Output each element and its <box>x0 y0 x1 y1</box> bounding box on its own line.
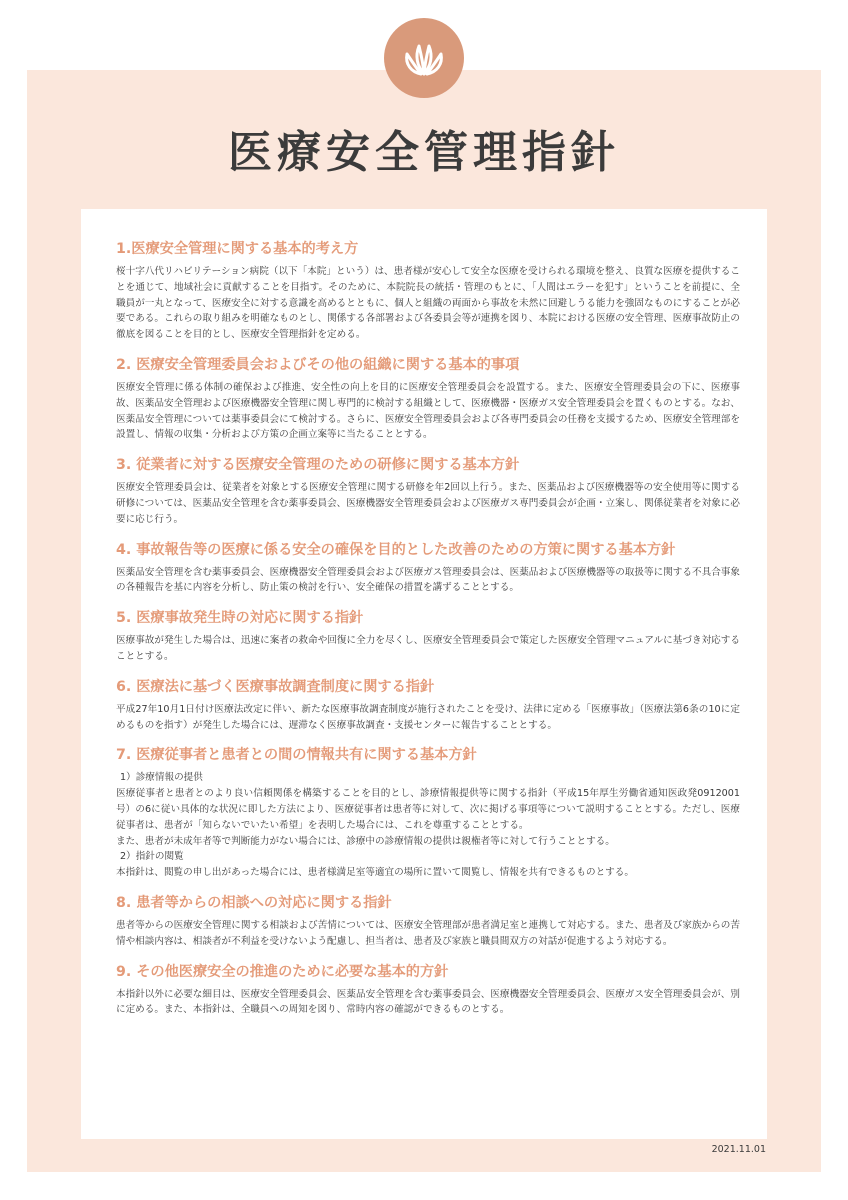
lotus-flower-icon <box>399 36 449 80</box>
section-body: 医薬品安全管理を含む薬事委員会、医療機器安全管理委員会および医療ガス管理委員会は、医薬品および医療機器等の取扱等に関する不具合事象の各種報告を基に内容を分析し、防止策の検討を行い、安全確保の措置を講ずることとする。 <box>116 566 740 594</box>
section-heading: 5. 医療事故発生時の対応に関する指針 <box>116 610 364 627</box>
section-heading: 4. 事故報告等の医療に係る安全の確保を目的とした改善のための方策に関する基本方針 <box>116 541 676 558</box>
section-body: 医療事故が発生した場合は、迅速に案者の救命や回復に全力を尽くし、医療安全管理委員会で策定した医療安全管理マニュアルに基づき対応することとする。 <box>116 635 740 662</box>
section-body: 医療安全管理に係る体制の確保および推進、安全性の向上を目的に医療安全管理委員会を設置する。また、医療安全管理委員会の下に、医療事故、医薬品安全管理および医療機器安全管理に関し専門的に検討する組織として、医療機器・医療ガス安全管理委員会を置くものとする。なお、医薬品安全管理については薬事委員会にて検討する。さらに、医療安全管理委員会および各専門委員会の任務を支援するため、医療安全管理部を設置し、情報の収集・分析および方策の企画立案等に当たることとする。 <box>116 381 740 441</box>
section-body: 桜十字八代リハビリテーション病院（以下「本院」という）は、患者様が安心して安全な医療を受けられる環境を整え、良質な医療を提供することを通じて、地域社会に貢献することを目指す。そのために、本院院長の統括・管理のもとに、「人間はエラーを犯す」ということを前提に、全職員が一丸となって、医療安全に対する意識を高めるとともに、個人と組織の両面から事故を未然に回避しうる能力を強固なものにすることが必要である。これらの取り組みを明確なものとし、関係する各部署および各委員会等が連携を図り、本院における医療の安全管理、医療事故防止の徹底を図ることを目的とし、医療安全管理指針を定める。 <box>116 266 740 341</box>
section-3 <box>116 455 740 527</box>
section-6 <box>116 677 740 734</box>
issue-date: 2021.11.01 <box>711 1144 766 1155</box>
section-5 <box>116 608 740 665</box>
section-body: 医療安全管理委員会は、従業者を対象とする医療安全管理に関する研修を年2回以上行う。また、医薬品および医療機器等の安全使用等に関する研修については、医薬品安全管理を含む薬事委員会、医療機器安全管理委員会および医療ガス専門委員会が企画・立案し、関係従業者を対象に必要に応じ行う。 <box>116 482 740 525</box>
section-body: 本指針は、閲覧の申し出があった場合には、患者様満足室等適宜の場所に置いて閲覧し、情報を共有できるものとする。 <box>116 867 634 879</box>
section-body: 患者等からの医療安全管理に関する相談および苦情については、医療安全管理部が患者満足室と連携して対応する。また、患者及び家族からの苦情や相談内容は、相談者が不利益を受けないよう配慮し、担当者は、患者及び家族と職員間双方の対話が促進するよう対応する。 <box>116 919 740 947</box>
section-heading: 7. 医療従事者と患者との間の情報共有に関する基本方針 <box>116 747 477 764</box>
content <box>116 239 740 1030</box>
section-heading: 1.医療安全管理に関する基本的考え方 <box>116 241 359 257</box>
section-9 <box>116 962 740 1019</box>
section-1 <box>116 239 740 343</box>
subsection-title: 1）診療情報の提供 <box>120 772 203 784</box>
section-heading: 3. 従業者に対する医療安全管理のための研修に関する基本方針 <box>116 457 520 474</box>
section-heading: 9. その他医療安全の推進のために必要な基本的方針 <box>116 963 449 980</box>
page-title: 医療安全管理指針 <box>228 127 620 178</box>
section-body: 医療従事者と患者とのより良い信頼関係を構築することを目的とし、診療情報提供等に関する指針（平成15年厚生労働省通知医政発0912001号）の6に従い具体的な状況に即した方法により、医療従事者は患者等に対して、次に掲げる事項等について説明することとする。ただし、医療従事者は、患者が「知らないでいたい希望」を表明した場合には、これを尊重することとする。 <box>116 788 740 831</box>
section-8 <box>116 893 740 950</box>
section-4 <box>116 540 740 597</box>
hospital-logo <box>384 18 464 98</box>
section-body: 本指針以外に必要な細目は、医療安全管理委員会、医薬品安全管理を含む薬事委員会、医療機器安全管理委員会、医療ガス安全管理委員会が、別に定める。また、本指針は、全職員への周知を図り、常時内容の確認ができるものとする。 <box>116 988 740 1016</box>
section-body: 平成27年10月1日付け医療法改定に伴い、新たな医療事故調査制度が施行されたことを受け、法律に定める「医療事故」（医療法第6条の10に定めるものを指す）が発生した場合には、遅滞なく医療事故調査・支援センターに報告することとする。 <box>116 703 740 731</box>
section-heading: 8. 患者等からの相談への対応に関する指針 <box>116 894 392 911</box>
section-2 <box>116 355 740 443</box>
section-heading: 6. 医療法に基づく医療事故調査制度に関する指針 <box>116 678 435 695</box>
section-heading: 2. 医療安全管理委員会およびその他の組織に関する基本的事項 <box>116 356 520 373</box>
section-body: また、患者が未成年者等で判断能力がない場合には、診療中の診療情報の提供は親権者等に対して行うこととする。 <box>116 835 615 847</box>
content-panel <box>81 209 767 1139</box>
section-7 <box>116 745 740 881</box>
subsection-title: 2）指針の閲覧 <box>120 851 184 863</box>
